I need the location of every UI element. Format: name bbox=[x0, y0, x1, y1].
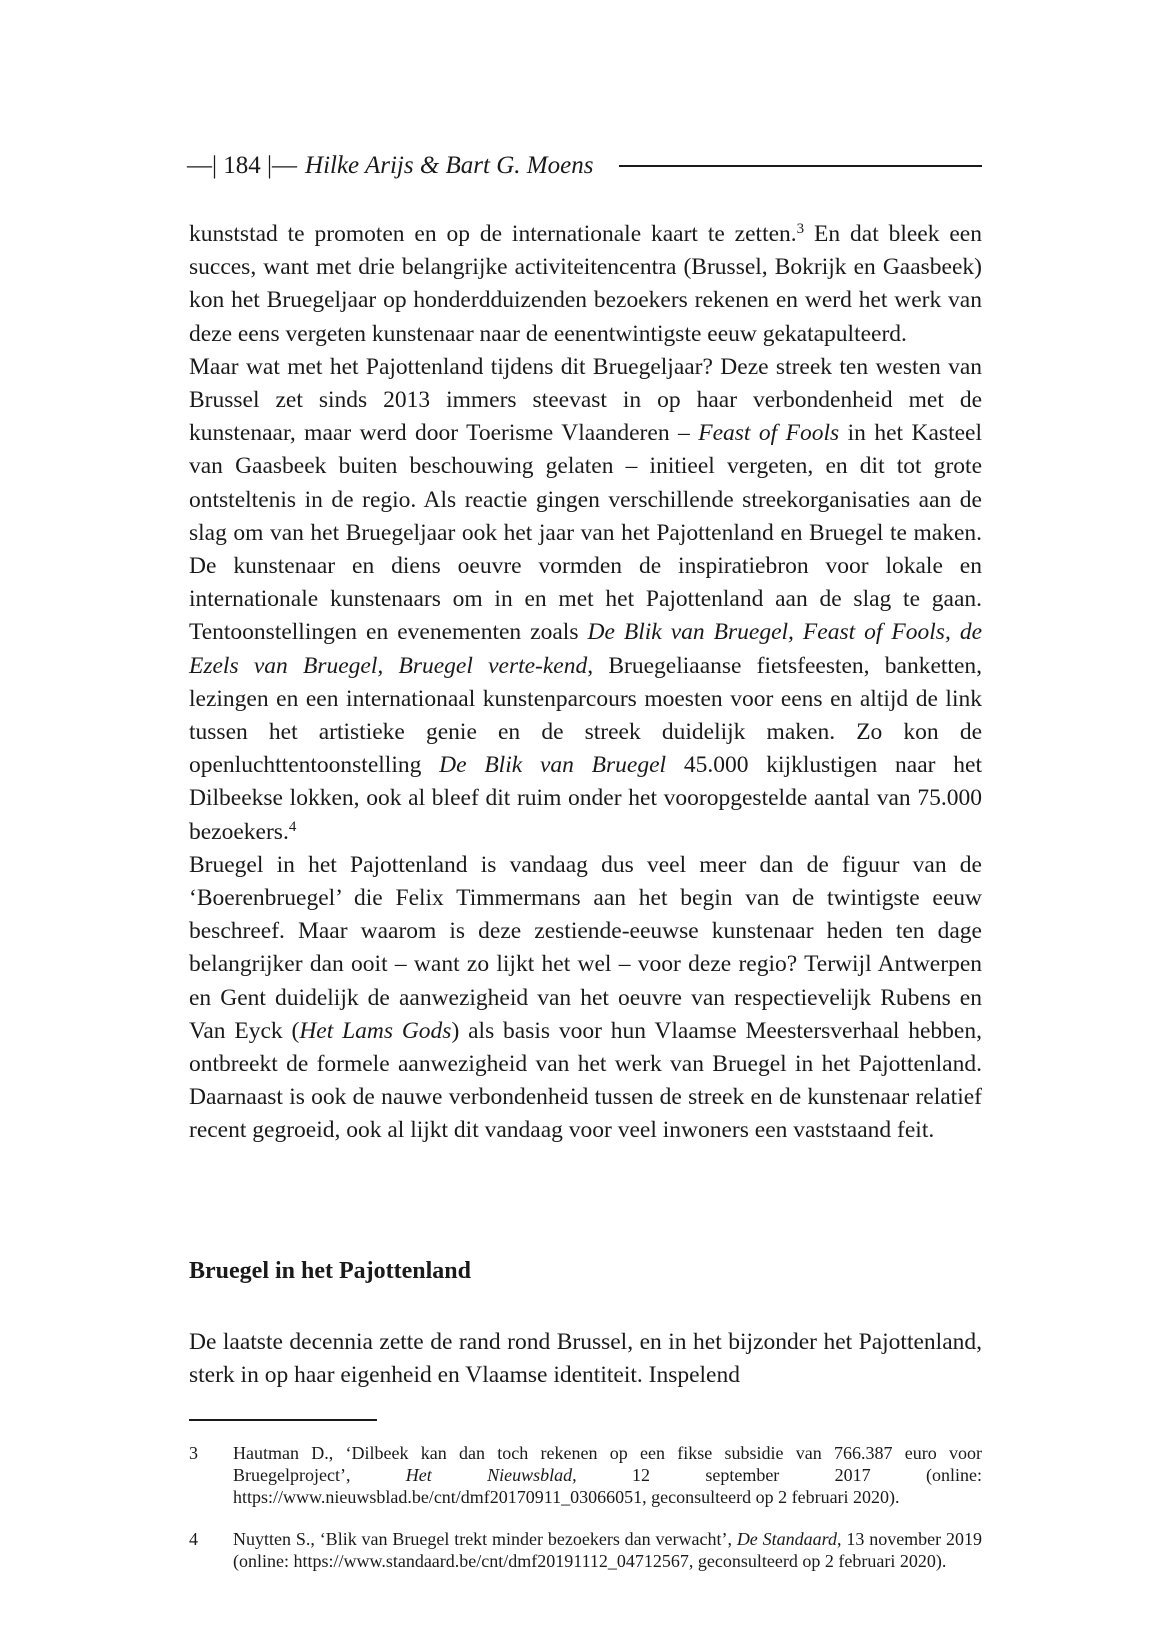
italic-title: De Standaard bbox=[736, 1529, 837, 1549]
text-run: , 13 november 2019 (online: https://www.standaard.be/cnt/dmf20191112_04712567, geconsulteerd op 2 februari 2020). bbox=[233, 1529, 983, 1571]
italic-title: Het Lams Gods bbox=[299, 1017, 452, 1044]
paragraph bbox=[189, 351, 982, 849]
page-number: —| 184 |— bbox=[187, 152, 298, 179]
text-run: kunststad te promoten en op de internationale kaart te zetten. bbox=[189, 221, 797, 247]
italic-title: De Blik van Bruegel bbox=[439, 752, 667, 779]
text-run: Bruegel in het Pajottenland is vandaag dus veel meer dan de figuur van de ‘Boerenbruegel’ die Felix Timmermans aan het begin van de twintigste eeuw beschreef. Maar waarom is deze zestiende-eeuwse kunstenaar heden ten dage belangrijker dan ooit – want zo lijkt het wel – voor deze regio? Terwijl Antwerpen en Gent duidelijk de aanwezigheid van het oeuvre van respectievelijk Rubens en Van Eyck ( bbox=[189, 851, 982, 1044]
header-author: Hilke Arijs & Bart G. Moens bbox=[305, 152, 594, 179]
text-run: , Bruegeliaanse fietsfeesten, banketten, lezingen en een internationaal kunstenparcours moesten voor eens en altijd de link tussen het artistieke genie en de streek duidelijk maken. Zo kon de openluchttentoonstelling bbox=[189, 652, 983, 779]
text-run: En dat bleek een succes, want met drie belangrijke activiteitencentra (Brussel, Bokrijk en Gaasbeek) kon het Bruegeljaar op honderdduizenden bezoekers rekenen en werd het werk van deze eens vergeten kunstenaar naar de eenentwintigste eeuw gekatapulteerd. bbox=[189, 221, 982, 347]
footnote bbox=[189, 1442, 982, 1508]
italic-title: Het Nieuwsblad, bbox=[405, 1465, 577, 1485]
text-run: in het Kasteel van Gaasbeek buiten beschouwing gelaten – initieel vergeten, en dit tot grote ontsteltenis in de regio. Als reactie gingen verschillende streekorganisaties aan de slag om van het Bruegeljaar ook het jaar van het Pajottenland en Bruegel te maken. De kunstenaar en diens oeuvre vormden de inspiratiebron voor lokale en internationale kunstenaars om in en met het Pajottenland aan de slag te gaan. Tentoonstellingen en evenementen zoals bbox=[189, 420, 982, 646]
footnotes bbox=[189, 1442, 982, 1592]
section-heading: Bruegel in het Pajottenland bbox=[189, 1258, 471, 1284]
footnote-rule bbox=[189, 1419, 377, 1421]
footnote-ref: 4 bbox=[288, 818, 297, 835]
footnote-text bbox=[233, 1528, 982, 1572]
paragraph bbox=[189, 218, 982, 351]
paragraph: De laatste decennia zette de rand rond Brussel, en in het bijzonder het Pajottenland, sterk in op haar eigenheid en Vlaamse identiteit. Inspelend bbox=[189, 1329, 982, 1389]
footnote-ref: 3 bbox=[796, 221, 805, 237]
footnote-number: 4 bbox=[189, 1529, 198, 1549]
text-run: Maar wat met het Pajottenland tijdens dit Bruegeljaar? Deze streek ten westen van Brussel zet sinds 2013 immers steevast in op haar verbondenheid met de kunstenaar, maar werd door Toerisme Vlaanderen – bbox=[189, 353, 982, 447]
text-run: 45.000 kijklustigen naar het Dilbeekse lokken, ook al bleef dit ruim onder het vooropgestelde aantal van 75.000 bezoekers. bbox=[189, 752, 982, 845]
paragraph bbox=[189, 849, 982, 1148]
italic-title: De Blik van Bruegel, Feast of Fools, de Ezels van Bruegel, Bruegel verte-kend bbox=[189, 619, 982, 679]
text-run: 12 september 2017 (online: https://www.nieuwsblad.be/cnt/dmf20170911_03066051, geconsulteerd op 2 februari 2020). bbox=[233, 1465, 982, 1507]
footnote bbox=[189, 1528, 982, 1572]
section-body bbox=[189, 1326, 982, 1392]
text-run: Nuytten S., ‘Blik van Bruegel trekt minder bezoekers dan verwacht’, bbox=[233, 1529, 737, 1549]
footnote-text bbox=[233, 1442, 982, 1508]
text-run: ) als basis voor hun Vlaamse Meestersverhaal hebben, ontbreekt de formele aanwezigheid van het werk van Bruegel in het Pajottenland. Daarnaast is ook de nauwe verbondenheid tussen de streek en de kunstenaar relatief recent gegroeid, ook al lijkt dit vandaag voor veel inwoners een vaststaand feit. bbox=[189, 1017, 982, 1144]
running-header bbox=[187, 148, 982, 184]
text-run: Hautman D., ‘Dilbeek kan dan toch rekenen op een fikse subsidie van 766.387 euro voor Bruegelproject’, bbox=[233, 1443, 982, 1485]
header-rule bbox=[619, 165, 982, 167]
footnote-number: 3 bbox=[189, 1443, 198, 1463]
body-text bbox=[189, 218, 982, 1148]
italic-title: Feast of Fools bbox=[698, 420, 840, 447]
